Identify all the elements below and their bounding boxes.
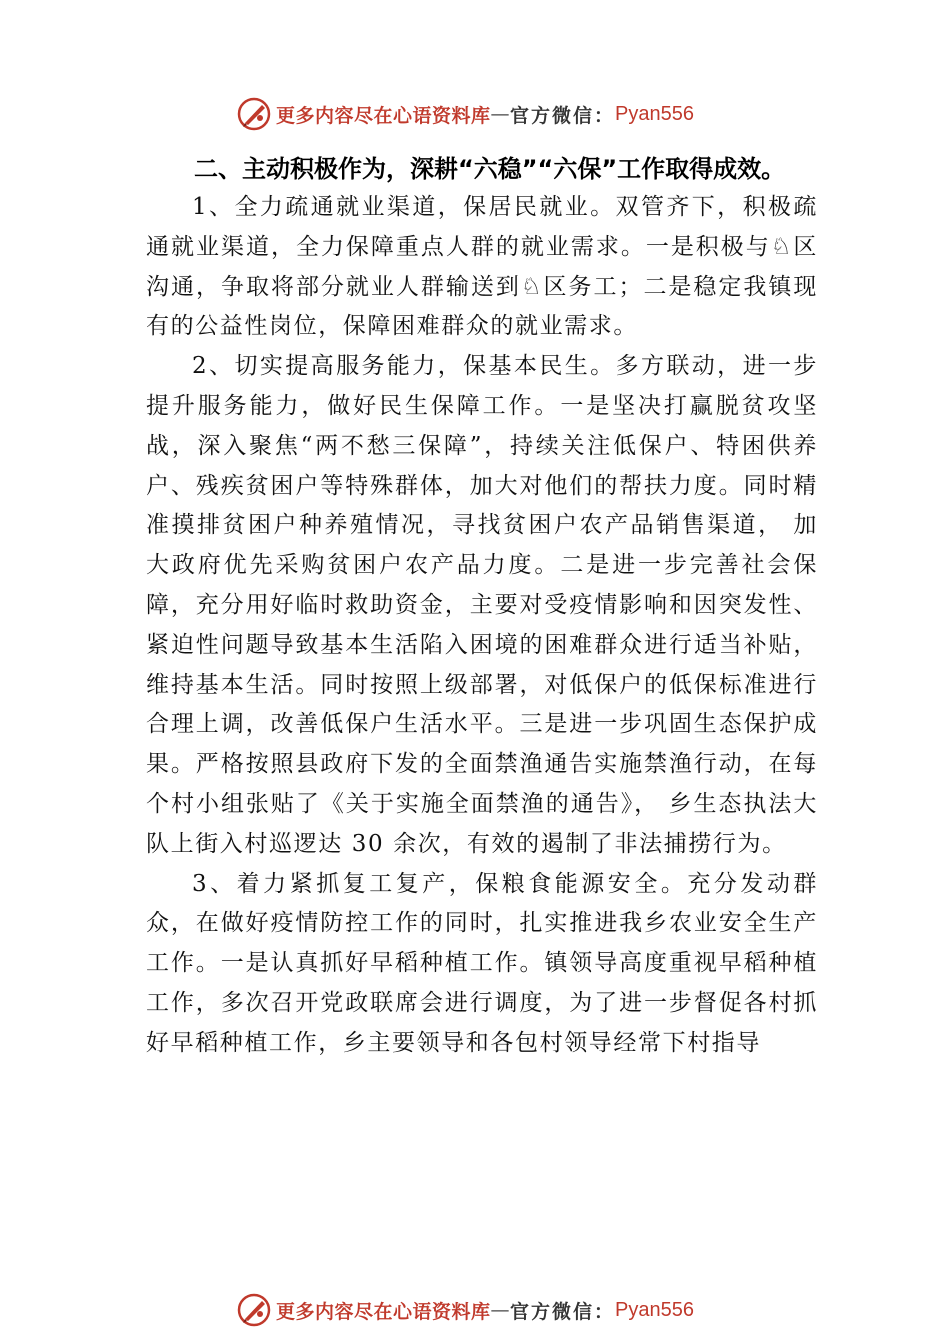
paragraph-production: 3、着力紧抓复工复产，保粮食能源安全。充分发动群众，在做好疫情防控工作的同时，扎实推进我乡农业安全生产工作。一是认真抓好早稻种植工作。镇领导高度重视早稻种植工作，多次召开党政联席会进行调度，为了进一步督促各村抓好早稻种植工作，乡主要领导和各包村领导经常下村指导 xyxy=(146,870,818,1056)
watermark-library-text: 更多内容尽在心语资料库 xyxy=(276,1300,491,1323)
watermark-wechat-id: Pyan556 xyxy=(615,102,694,125)
paragraph-employment: 1、全力疏通就业渠道，保居民就业。双管齐下，积极疏通就业渠道，全力保障重点人群的就业需求。一是积极与♘区沟通，争取将部分就业人群输送到♘区务工；二是稳定我镇现有的公益性岗位，保障困难群众的就业需求。 xyxy=(146,194,818,340)
watermark-wechat-id: Pyan556 xyxy=(615,1298,694,1321)
watermark-library-text: 更多内容尽在心语资料库 xyxy=(276,104,491,127)
watermark-dash: — xyxy=(490,103,511,125)
header-watermark xyxy=(236,94,756,134)
quill-pen-seal-icon xyxy=(236,96,272,132)
watermark-official-label: 官方微信： xyxy=(510,104,616,127)
watermark-dash: — xyxy=(490,1299,511,1321)
paragraph-livelihood: 2、切实提高服务能力，保基本民生。多方联动，进一步提升服务能力，做好民生保障工作。一是坚决打赢脱贫攻坚战，深入聚焦“两不愁三保障”，持续关注低保户、特困供养户、残疾贫困户等特殊群体，加大对他们的帮扶力度。同时精准摸排贫困户种养殖情况，寻找贫困户农产品销售渠道， 加大政府优先采购贫困户农产品力度。二是进一步完善社会保障，充分用好临时救助资金，主要对受疫情影响和因突发性、紧迫性问题导致基本生活陷入困境的困难群众进行适当补贴，维持基本生活。同时按照上级部署，对低保户的低保标准进行合理上调，改善低保户生活水平。三是进一步巩固生态保护成果。严格按照县政府下发的全面禁渔通告实施禁渔行动，在每个村小组张贴了《关于实施全面禁渔的通告》， 乡生态执法大队上街入村巡逻达 30 余次，有效的遏制了非法捕捞行为。 xyxy=(146,353,818,857)
quill-pen-seal-icon xyxy=(236,1292,272,1328)
document-body xyxy=(146,150,818,1064)
footer-watermark xyxy=(236,1290,756,1330)
watermark-official-label: 官方微信： xyxy=(510,1300,616,1323)
section-heading: 二、主动积极作为，深耕“六稳”“六保”工作取得成效。 xyxy=(194,155,786,183)
